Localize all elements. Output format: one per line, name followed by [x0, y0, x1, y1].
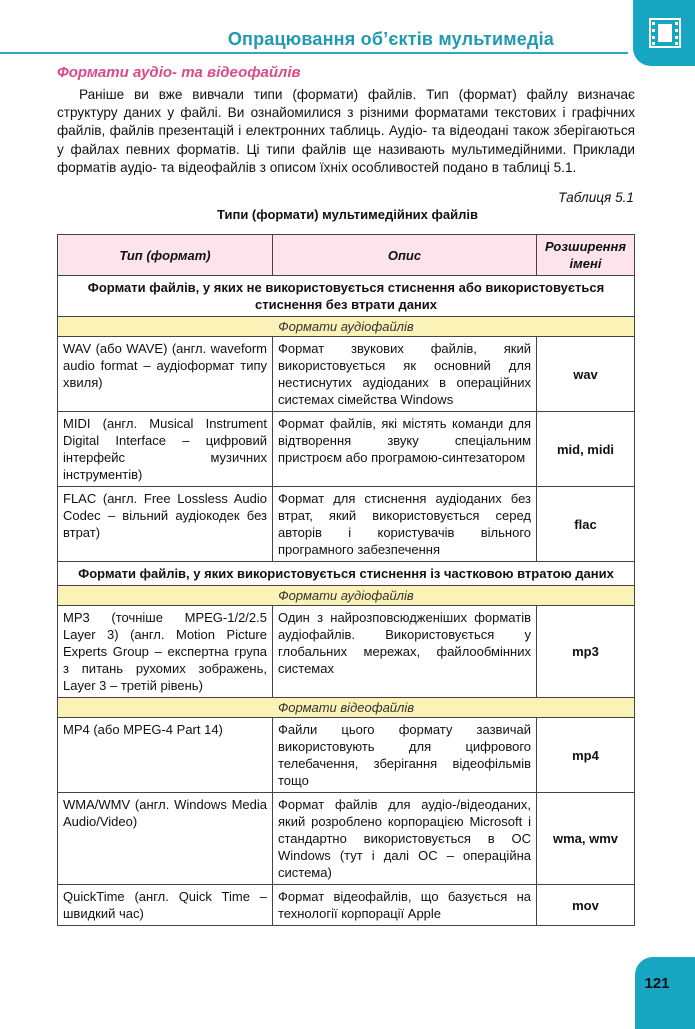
type-cell: FLAC (англ. Free Lossless Audio Codec – вільний аудіокодек без втрат)	[58, 487, 273, 562]
table-header-row	[58, 235, 635, 276]
subsection-row-audio	[58, 586, 635, 606]
section-lossless: Формати файлів, у яких не використовується стиснення або використовується стиснення без втрати даних	[58, 276, 635, 317]
desc-cell: Файли цього формату зазвичай використовують для цифрового телебачення, зберігання відеофільмів тощо	[273, 718, 537, 793]
subsection-audio: Формати аудіофайлів	[58, 586, 635, 606]
type-cell: WMA/WMV (англ. Windows Media Audio/Video)	[58, 793, 273, 885]
table-row	[58, 718, 635, 793]
table-row	[58, 412, 635, 487]
table-row	[58, 606, 635, 698]
subsection-audio: Формати аудіофайлів	[58, 317, 635, 337]
subsection-video: Формати відеофайлів	[58, 698, 635, 718]
ext-cell: wma, wmv	[537, 793, 635, 885]
desc-cell: Один з найрозповсюдженіших форматів аудіофайлів. Використовується у глобальних мережах, файлообмінних системах	[273, 606, 537, 698]
type-cell: MP4 (або MPEG-4 Part 14)	[58, 718, 273, 793]
section-title: Формати аудіо- та відеофайлів	[57, 64, 301, 81]
type-cell: MP3 (точніше MPEG-1/2/2.5 Layer 3) (англ. Motion Picture Experts Group – експертна група з питань рухомих зображень, Layer 3 – третій рівень)	[58, 606, 273, 698]
ext-cell: mp4	[537, 718, 635, 793]
ext-cell: mp3	[537, 606, 635, 698]
page-header	[0, 0, 630, 54]
table-row	[58, 487, 635, 562]
desc-cell: Формат звукових файлів, який використовується як основний для нестиснутих аудіоданих в операційних системах сімейства Windows	[273, 337, 537, 412]
header-desc: Опис	[273, 235, 537, 276]
section-row-lossy	[58, 562, 635, 586]
subsection-row-audio	[58, 317, 635, 337]
ext-cell: flac	[537, 487, 635, 562]
header-ext: Розширення імені	[537, 235, 635, 276]
desc-cell: Формат відеофайлів, що базується на технології корпорації Apple	[273, 885, 537, 926]
formats-table	[57, 234, 635, 926]
chapter-title: Опрацювання об’єктів мультимедіа	[227, 29, 554, 49]
table-row	[58, 337, 635, 412]
ext-cell: mov	[537, 885, 635, 926]
chapter-tab	[633, 0, 695, 66]
intro-paragraph: Раніше ви вже вивчали типи (формати) файлів. Тип (формат) файлу визначає структуру даних у файлі. Ви ознайомилися з різними форматами текстових і графічних файлів, файлів презентацій і електронних таблиць. Аудіо- та відеодані також зберігаються у файлах певних форматів. Ці типи файлів ще називають мультимедійними. Приклади форматів аудіо- та відеофайлів з описом їхніх особливостей подано в таблиці 5.1.	[57, 87, 635, 175]
type-cell: QuickTime (англ. Quick Time – швидкий час)	[58, 885, 273, 926]
table-caption: Таблиця 5.1	[558, 190, 634, 205]
desc-cell: Формат файлів, які містять команди для відтворення звуку спеціальним пристроєм або програмою-синтезатором	[273, 412, 537, 487]
type-cell: MIDI (англ. Musical Instrument Digital Interface – цифровий інтерфейс музичних інструментів)	[58, 412, 273, 487]
table-title: Типи (формати) мультимедійних файлів	[217, 207, 478, 222]
header-type: Тип (формат)	[58, 235, 273, 276]
desc-cell: Формат файлів для аудіо-/відеоданих, який розроблено корпорацією Microsoft і стандартно використовується в ОС Windows (тут і далі ОС – операційна система)	[273, 793, 537, 885]
type-cell: WAV (або WAVE) (англ. waveform audio format – аудіоформат типу хвиля)	[58, 337, 273, 412]
section-row-lossless	[58, 276, 635, 317]
ext-cell: mid, midi	[537, 412, 635, 487]
page-number-tab	[635, 957, 695, 1029]
subsection-row-video	[58, 698, 635, 718]
ext-cell: wav	[537, 337, 635, 412]
desc-cell: Формат для стиснення аудіоданих без втрат, який використовується серед авторів і користувачів вільного програмного забезпечення	[273, 487, 537, 562]
header-divider	[0, 52, 628, 54]
page-number: 121	[644, 975, 670, 992]
table-row	[58, 885, 635, 926]
section-lossy: Формати файлів, у яких використовується стиснення із частковою втратою даних	[58, 562, 635, 586]
table-row	[58, 793, 635, 885]
film-icon	[649, 18, 681, 48]
